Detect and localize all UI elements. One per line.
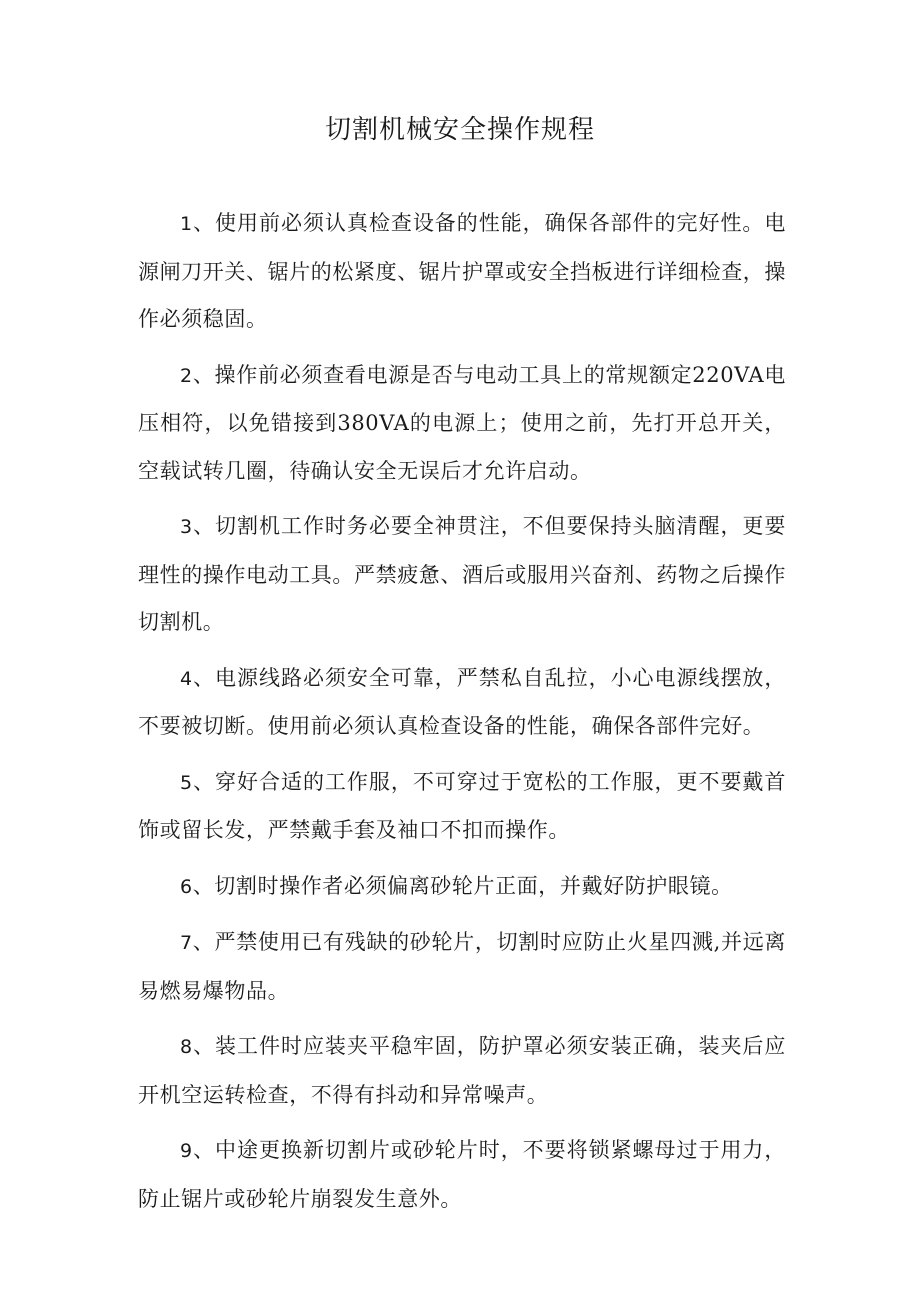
rule-number: 2 — [180, 364, 193, 387]
rule-item-5 — [138, 759, 786, 855]
rule-text: 、电源线路必须安全可靠，严禁私自乱拉，小心电源线摆放，不要被切断。使用前必须认真检查设备的性能，确保各部件完好。 — [138, 665, 786, 738]
rule-number: 3 — [180, 516, 193, 538]
rule-item-8 — [138, 1023, 786, 1119]
page-title: 切割机械安全操作规程 — [324, 115, 595, 145]
rule-item-7 — [138, 919, 786, 1015]
rule-text: 、使用前必须认真检查设备的性能，确保各部件的完好性。电源闸刀开关、锯片的松紧度、锯片护罩或安全挡板进行详细检查，操作必须稳固。 — [138, 211, 786, 331]
rule-item-1 — [138, 200, 786, 344]
rule-item-3 — [138, 503, 786, 647]
rule-text: 、严禁使用已有残缺的砂轮片，切割时应防止火星四溅,并远离易燃易爆物品。 — [138, 930, 786, 1003]
rule-item-6 — [138, 863, 786, 912]
rule-text: 、操作前必须查看电源是否与电动工具上的常规额定220VA电压相符，以免错接到380VA的电源上；使用之前，先打开总开关，空载试转几圈，待确认安全无误后才允许启动。 — [138, 362, 786, 483]
rule-number: 4 — [180, 667, 193, 690]
rule-text: 、穿好合适的工作服，不可穿过于宽松的工作服，更不要戴首饰或留长发，严禁戴手套及袖口不扣而操作。 — [138, 769, 786, 842]
rule-number: 6 — [180, 875, 193, 898]
rule-text: 、中途更换新切割片或砂轮片时，不要将锁紧螺母过于用力，防止锯片或砂轮片崩裂发生意外。 — [138, 1138, 786, 1211]
rule-item-4 — [138, 655, 786, 751]
rule-number: 8 — [180, 1036, 193, 1058]
rule-number: 7 — [180, 932, 193, 954]
rule-item-2 — [138, 352, 786, 496]
rule-number: 9 — [180, 1140, 193, 1162]
rule-number: 5 — [180, 771, 193, 794]
rule-item-9 — [138, 1127, 786, 1223]
rule-text: 、切割机工作时务必要全神贯注，不但要保持头脑清醒，更要理性的操作电动工具。严禁疲惫、酒后或服用兴奋剂、药物之后操作切割机。 — [138, 514, 786, 634]
rule-text: 、切割时操作者必须偏离砂轮片正面，并戴好防护眼镜。 — [192, 873, 733, 898]
rules-list — [138, 200, 786, 1231]
rule-number: 1 — [180, 213, 193, 235]
rule-text: 、装工件时应装夹平稳牢固，防护罩必须安装正确，装夹后应开机空运转检查，不得有抖动和异常噪声。 — [138, 1034, 786, 1107]
